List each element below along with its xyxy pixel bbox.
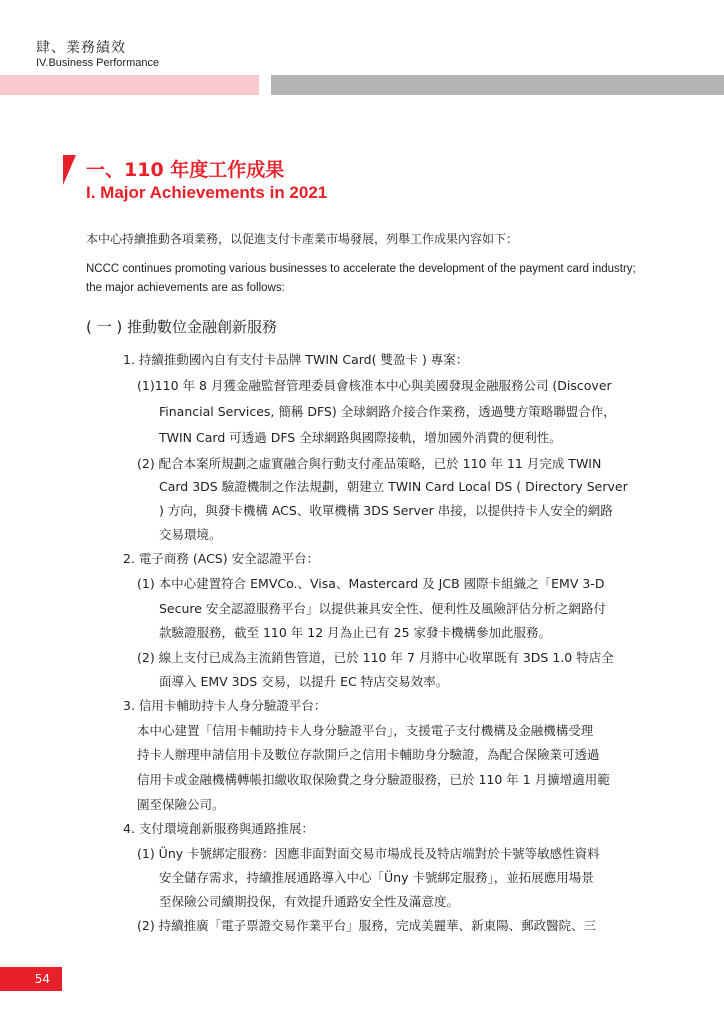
list-item: (2) 配合本案所規劃之虛實融合與行動支付產品策略，已於 110 年 11 月完成 TWIN (137, 456, 602, 471)
intro-text-en: NCCC continues promoting various businesses to accelerate the development of the payment card industry; the major achievements are as follows: (86, 263, 636, 294)
list-item: ) 方向，與發卡機構 ACS、收單機構 3DS Server 串接，以提供持卡人安全的網路 (159, 503, 613, 518)
list-item: (2) 持續推廣「電子票證交易作業平台」服務，完成美麗華、新東陽、郵政醫院、三 (137, 918, 597, 933)
section-marker-icon (63, 155, 76, 185)
list-item: 2. 電子商務 (ACS) 安全認證平台： (123, 551, 320, 566)
list-item: 本中心建置「信用卡輔助持卡人身分驗證平台」，支援電子支付機構及金融機構受理 (137, 723, 594, 738)
list-item: 持卡人辦理申請信用卡及數位存款開戶之信用卡輔助身分驗證，為配合保險業可透過 (137, 747, 600, 762)
header-bar-grey (271, 75, 724, 95)
list-item: Financial Services, 簡稱 DFS) 全球網路介接合作業務，透過雙方策略聯盟合作， (159, 404, 616, 419)
list-item: 款驗證服務，截至 110 年 12 月為止已有 25 家發卡機構參加此服務。 (159, 625, 552, 640)
page-number: 54 (34, 972, 50, 986)
section-title-en: I. Major Achievements in 2021 (86, 183, 328, 202)
list-item: 4. 支付環境創新服務與通路推展： (123, 821, 314, 836)
list-item: (1)110 年 8 月獲金融監督管理委員會核准本中心與美國發現金融服務公司 (Discover (137, 378, 612, 393)
list-item: 面導入 EMV 3DS 交易，以提升 EC 特店交易效率。 (159, 674, 449, 689)
chapter-title-zh: 肆、業務績效 (36, 40, 126, 56)
list-item: TWIN Card 可透過 DFS 全球網路與國際接軌，增加國外消費的便利性。 (159, 430, 562, 445)
page-number-badge (0, 967, 62, 991)
subsection-title: ( 一 ) 推動數位金融創新服務 (86, 318, 278, 336)
list-item: (1) Üny 卡號綁定服務：因應非面對面交易市場成長及特店端對於卡號等敏感性資料 (137, 846, 600, 861)
list-item: Secure 安全認證服務平台」以提供兼具安全性、便利性及風險評估分析之網路付 (159, 601, 606, 616)
list-item: 交易環境。 (159, 527, 222, 542)
section-title-zh: 一、110 年度工作成果 (86, 159, 285, 181)
header-bar-pink (0, 75, 259, 95)
list-item: (1) 本中心建置符合 EMVCo.、Visa、Mastercard 及 JCB 國際卡組織之「EMV 3-D (137, 576, 605, 591)
list-item: 圍至保險公司。 (137, 797, 225, 812)
list-item: 安全儲存需求，持續推展通路導入中心「Üny 卡號綁定服務」，並拓展應用場景 (159, 870, 594, 885)
list-item: 至保險公司續期投保，有效提升通路安全性及滿意度。 (159, 894, 460, 909)
list-item: 3. 信用卡輔助持卡人身分驗證平台： (123, 698, 327, 713)
list-item: Card 3DS 驗證機制之作法規劃，朝建立 TWIN Card Local DS ( Directory Server (159, 479, 628, 494)
list-item: 1. 持續推動國內自有支付卡品牌 TWIN Card( 雙盈卡 ) 專案： (123, 352, 469, 367)
intro-text-zh: 本中心持續推動各項業務，以促進支付卡產業市場發展，列舉工作成果內容如下： (86, 232, 519, 246)
list-item: (2) 線上支付已成為主流銷售管道，已於 110 年 7 月將中心收單既有 3DS 1.0 特店全 (137, 650, 614, 665)
list-item: 信用卡或金融機構轉帳扣繳收取保險費之身分驗證服務，已於 110 年 1 月擴增適用範 (137, 772, 610, 787)
chapter-title-en: IV.Business Performance (36, 57, 160, 69)
